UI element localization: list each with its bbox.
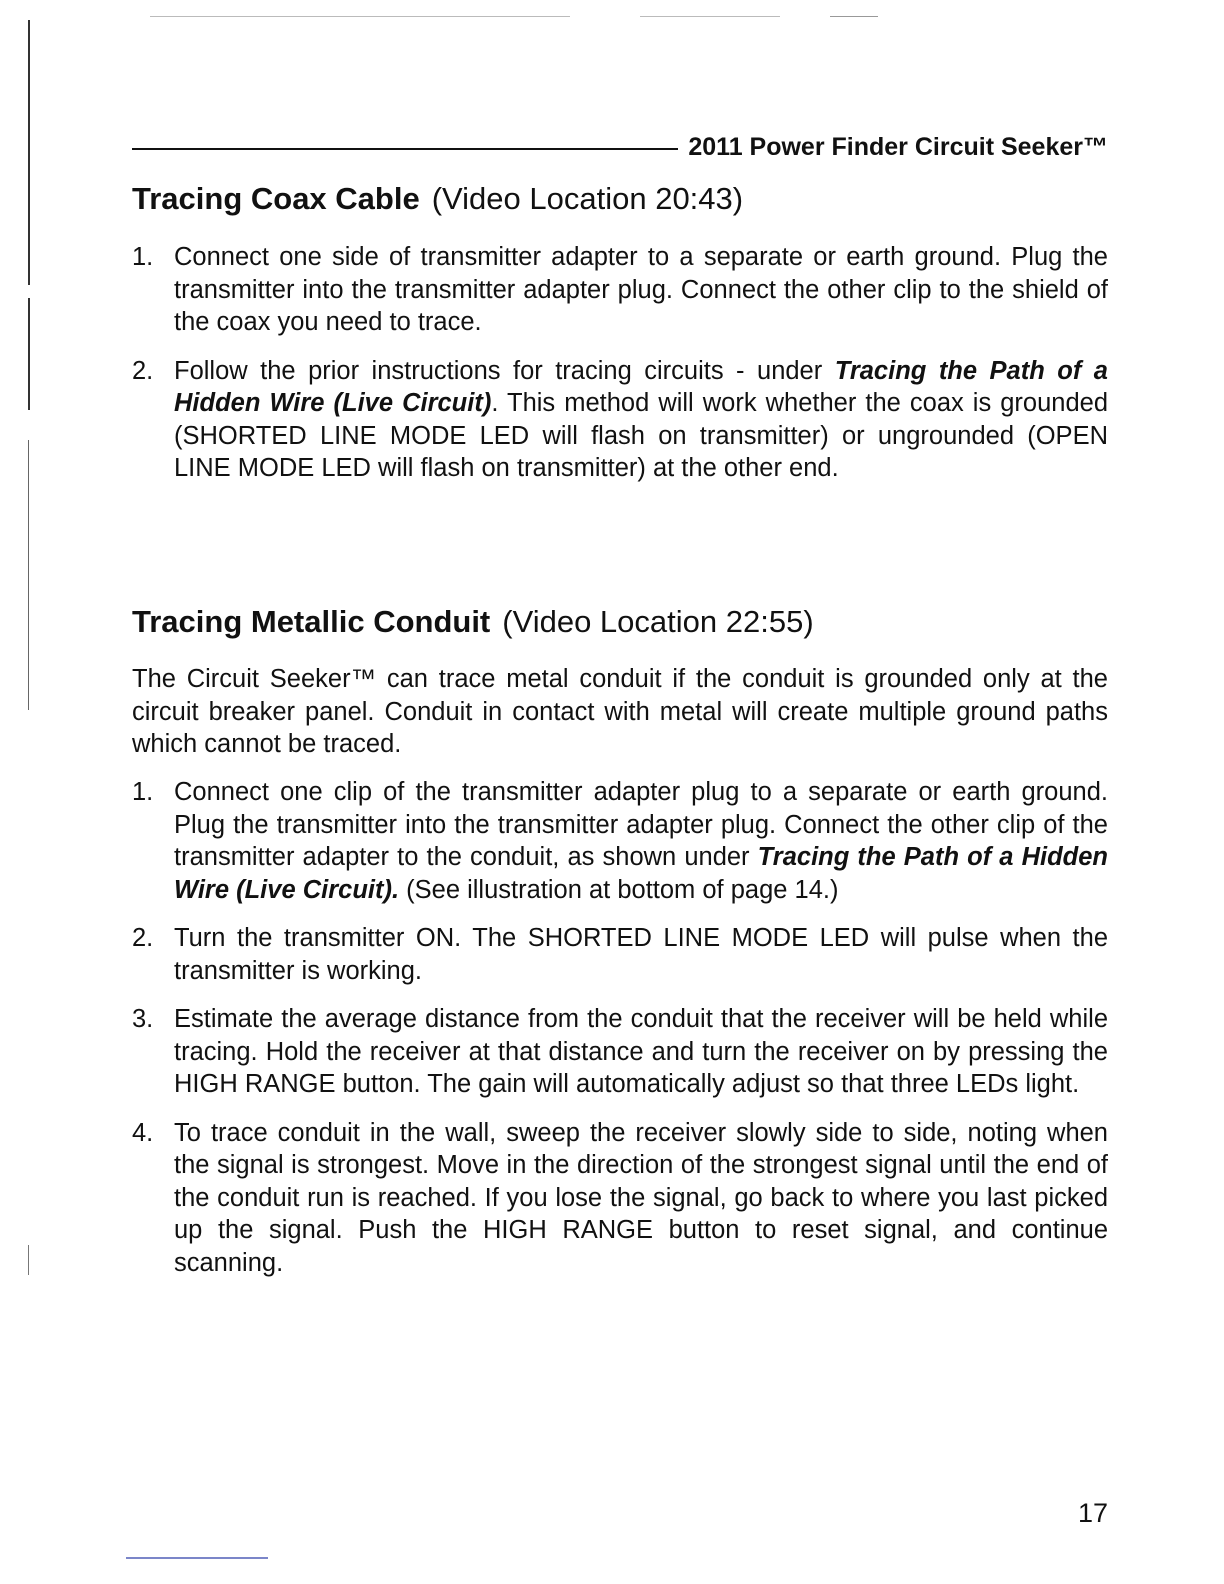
step-text: Connect one clip of the transmitter adapter plug to a separate or earth ground. Plug the transmitter into the transmitter adapter plug. Connect the other clip of the transmitter adapter to the conduit, as shown under — [174, 778, 1108, 871]
conduit-steps-list — [132, 776, 1108, 1279]
step-number: 4. — [132, 1118, 154, 1147]
step-text: . This method will work whether the coax is grounded (SHORTED LINE MODE LED will flash on transmitter) or ungrounded (OPEN LINE MODE LED will flash on transmitter) at the other end. — [174, 389, 1109, 482]
header-title: 2011 Power Finder Circuit Seeker™ — [688, 132, 1108, 161]
list-item — [132, 355, 1108, 485]
step-text: Turn the transmitter ON. The SHORTED LINE MODE LED will pulse when the transmitter is working. — [174, 924, 1108, 985]
section-title: Tracing Coax Cable — [132, 181, 420, 216]
scan-top-mark — [830, 16, 878, 17]
step-emphasis-link: Tracing the Path of a Hidden Wire (Live Circuit) — [174, 356, 1108, 417]
step-text: Connect one side of transmitter adapter to a separate or earth ground. Plug the transmitter into the transmitter adapter plug. Connect the other clip to the shield of the coax you need to trace. — [174, 243, 1108, 336]
video-location: (Video Location 20:43) — [431, 181, 744, 216]
scan-bottom-mark — [126, 1557, 268, 1559]
step-number: 2. — [132, 924, 154, 952]
step-number: 1. — [132, 243, 154, 271]
section-title: Tracing Metallic Conduit — [132, 604, 491, 639]
video-location: (Video Location 22:55) — [502, 604, 814, 639]
scan-edge-mark — [28, 1245, 29, 1275]
list-item — [132, 776, 1108, 906]
step-text: (See illustration at bottom of page 14.) — [399, 875, 839, 904]
step-text: Estimate the average distance from the conduit that the receiver will be held while tracing. Hold the receiver at that distance and turn the receiver on by pressing the HIGH RANGE button. The gain will automatically adjust so that three LEDs light. — [174, 1005, 1108, 1098]
scan-top-mark — [640, 16, 780, 17]
scan-edge-mark — [28, 20, 30, 285]
header-rule — [132, 148, 678, 150]
list-item — [132, 241, 1108, 339]
list-item — [132, 1003, 1108, 1101]
page-number: 17 — [1078, 1498, 1109, 1528]
step-emphasis-link: Tracing the Path of a Hidden Wire (Live Circuit). — [174, 843, 1109, 904]
step-text: Follow the prior instructions for tracing circuits - under — [174, 356, 835, 385]
step-number: 1. — [132, 778, 154, 806]
list-item — [132, 1117, 1108, 1280]
conduit-intro-paragraph: The Circuit Seeker™ can trace metal conduit if the conduit is grounded only at the circuit breaker panel. Conduit in contact with metal will create multiple ground paths which cannot be traced. — [132, 665, 1108, 758]
step-text: To trace conduit in the wall, sweep the receiver slowly side to side, noting when the signal is strongest. Move in the direction of the strongest signal until the end of the conduit run is reached. If you lose the signal, go back to where you last picked up the signal. Push the HIGH RANGE button to reset signal, and continue scanning. — [174, 1118, 1108, 1277]
running-header — [132, 130, 1108, 164]
scan-edge-mark — [28, 440, 29, 710]
scan-top-mark — [150, 16, 570, 17]
scan-edge-mark — [28, 298, 30, 410]
coax-steps-list — [132, 241, 1108, 485]
section-heading-conduit — [132, 604, 814, 640]
step-number: 3. — [132, 1005, 154, 1033]
section-heading-coax — [132, 181, 743, 217]
step-number: 2. — [132, 356, 154, 385]
list-item — [132, 922, 1108, 987]
